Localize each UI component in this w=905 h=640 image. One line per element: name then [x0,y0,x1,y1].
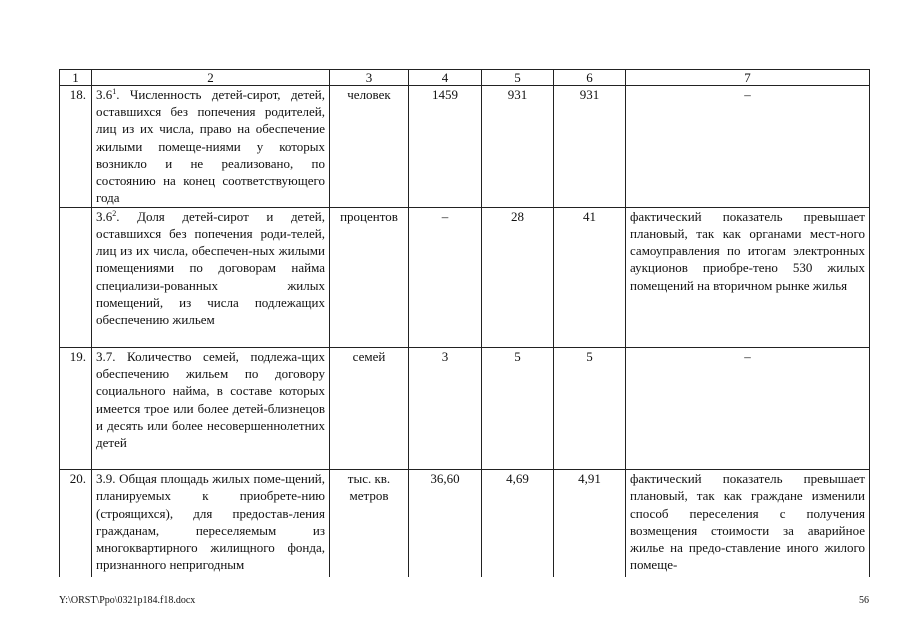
table-row [60,470,870,577]
value-cell: 4,91 [554,470,626,577]
row-number: 19. [60,348,92,470]
row-number: 18. [60,86,92,208]
unit-cell: процентов [330,207,409,347]
note-cell: – [626,86,870,208]
table-row [60,86,870,208]
header-cell: 4 [409,70,482,86]
row-number [60,207,92,347]
value-cell: 931 [482,86,554,208]
indicator-cell [92,207,330,347]
note-cell: фактический показатель превышает плановый, так как органами мест-ного самоуправления по итогам электронных аукционов приобре-тено 530 жилых помещений на вторичном рынке жилья [626,207,870,347]
value-cell: 5 [554,348,626,470]
plan-value-cell: 1459 [409,86,482,208]
row-number: 20. [60,470,92,577]
header-cell: 2 [92,70,330,86]
indicator-code: 3.6 [96,208,113,224]
plan-value-cell: 36,60 [409,470,482,577]
indicator-superscript: 1 [112,87,117,97]
indicator-cell: 3.7. Количество семей, подлежа-щих обеспечению жильем по договору социального найма, в составе которых имеется трое или более детей-близнецов и десять или более несовершеннолетних детей [92,348,330,470]
value-cell: 931 [554,86,626,208]
unit-cell: человек [330,86,409,208]
footer-page-number: 56 [859,595,869,606]
header-cell: 1 [60,70,92,86]
footer-file-path: Y:\ORST\Ppo\0321p184.f18.docx [59,595,196,606]
header-row [60,70,870,86]
value-cell: 28 [482,207,554,347]
note-cell: фактический показатель превышает плановый, так как граждане изменили способ переселения с получения возмещения стоимости за аварийное жилье на предо-ставление иного жилого помеще- [626,470,870,577]
indicator-code: 3.6 [96,87,113,103]
plan-value-cell: – [409,207,482,347]
plan-value-cell: 3 [409,348,482,470]
table-row [60,348,870,470]
indicator-superscript: 2 [112,208,117,218]
note-cell: – [626,348,870,470]
unit-cell: тыс. кв. метров [330,470,409,577]
header-cell: 3 [330,70,409,86]
header-cell: 7 [626,70,870,86]
indicator-cell: 3.9. Общая площадь жилых поме-щений, планируемых к приобрете-нию (строящихся), для предостав-ления гражданам, переселяемым из многоквартирного жилищного фонда, признанного непригодным [92,470,330,577]
indicator-text: . Доля детей-сирот и детей, оставшихся без попечения роди-телей, лиц из их числа, обеспечен-ных жилыми помещениями по договорам найма специализи-рованных жилых помещений, из числа подлежащих обеспечению жильем [96,208,325,327]
value-cell: 5 [482,348,554,470]
value-cell: 41 [554,207,626,347]
header-cell: 5 [482,70,554,86]
table-row [60,207,870,347]
indicator-cell [92,86,330,208]
data-table [59,69,870,577]
unit-cell: семей [330,348,409,470]
value-cell: 4,69 [482,470,554,577]
header-cell: 6 [554,70,626,86]
indicator-text: . Численность детей-сирот, детей, оставшихся без попечения родителей, лиц из их числа, право на обеспечение жилыми помеще-ниями у которых возникло и не реализовано, по состоянию на конец соответствующего года [96,87,325,206]
